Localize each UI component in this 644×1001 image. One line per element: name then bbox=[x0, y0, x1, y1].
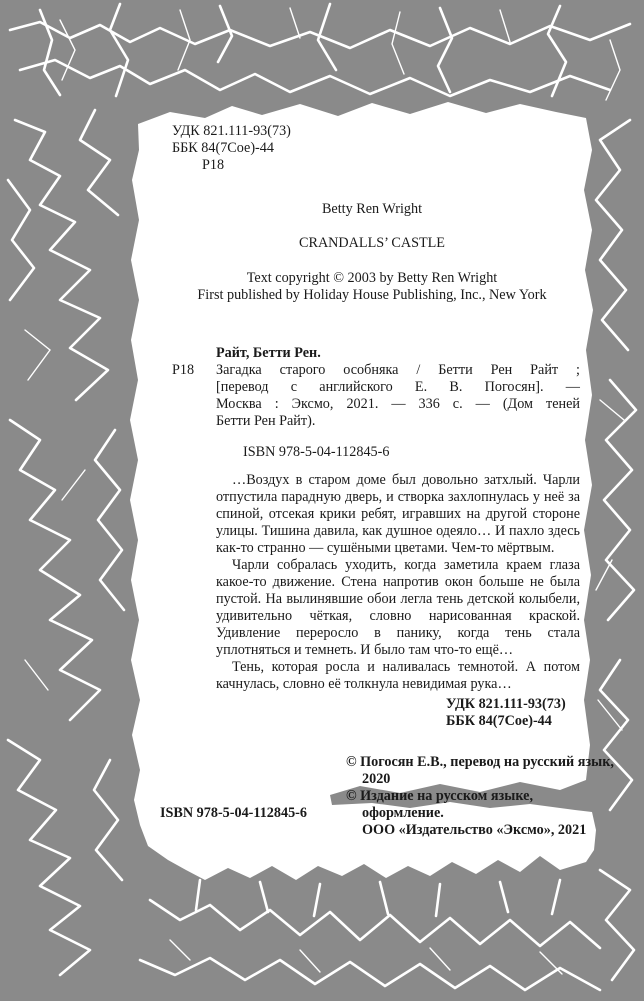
translation-copyright-text: © Погосян Е.В., перевод на русский язык, bbox=[346, 754, 614, 770]
translation-year: 2020 bbox=[362, 771, 391, 787]
udk-code: УДК 821.111-93(73) bbox=[172, 123, 291, 139]
catalog-description bbox=[216, 362, 580, 430]
catalog-line: Загадка старого особняка / Бетти Рен Райт ; bbox=[216, 362, 580, 378]
udk-code-bottom: УДК 821.111-93(73) bbox=[446, 696, 566, 712]
original-title: CRANDALLS’ CASTLE bbox=[299, 235, 445, 251]
edition-copyright: © Издание на русском языке, оформление. bbox=[346, 788, 533, 821]
catalog-heading: Райт, Бетти Рен. bbox=[216, 345, 321, 361]
catalog-author-sign: Р18 bbox=[172, 362, 195, 378]
original-author: Betty Ren Wright bbox=[321, 201, 423, 217]
copyright-line-1: Text copyright © 2003 by Betty Ren Wright bbox=[246, 270, 498, 286]
author-sign: Р18 bbox=[202, 157, 225, 173]
catalog-isbn: ISBN 978-5-04-112845-6 bbox=[243, 444, 390, 460]
catalog-line: [перевод с английского Е. В. Погосян]. — bbox=[216, 379, 580, 395]
original-copyright bbox=[150, 270, 594, 304]
catalog-line: Москва : Эксмо, 2021. — 336 с. — (Дом теней bbox=[216, 396, 580, 412]
annotation-paragraph: …Воздух в старом доме был довольно затхлый. Чарли отпустила парадную дверь, и створка захлопнулась у неё за спиной, отсекая крики ребят, игравших на другой стороне улицы. Тишина давила, как душное одеяло… И пахло здесь как-то странно — сушёными цветами. Чем-то мёртвым. bbox=[216, 472, 580, 556]
catalog-line: Бетти Рен Райт). bbox=[216, 413, 316, 429]
russian-copyright bbox=[346, 754, 616, 839]
annotation bbox=[216, 472, 580, 693]
copyright-line-2: First published by Holiday House Publishing, Inc., New York bbox=[197, 287, 547, 303]
annotation-paragraph: Тень, которая росла и наливалась темнотой. А потом качнулась, словно её толкнула невидимая рука… bbox=[216, 659, 580, 692]
publisher-copyright: ООО «Издательство «Эксмо», 2021 bbox=[362, 822, 587, 838]
classification-block-top bbox=[172, 123, 291, 174]
annotation-paragraph: Чарли собралась уходить, когда заметила краем глаза какое-то движение. Стена напротив окон больше не была пустой. На вылинявшие обои легла тень детской колыбели, удивительно чёткая, словно нарисованная краской. Удивление переросло в панику, когда тень стала уплотняться и темнеть. И было там что-то ещё… bbox=[216, 557, 580, 658]
classification-block-bottom bbox=[446, 696, 566, 730]
translation-copyright bbox=[346, 754, 616, 771]
bbk-code-bottom: ББК 84(7Сое)-44 bbox=[446, 713, 552, 729]
bbk-code: ББК 84(7Сое)-44 bbox=[172, 140, 274, 156]
isbn-bottom: ISBN 978-5-04-112845-6 bbox=[160, 805, 308, 821]
